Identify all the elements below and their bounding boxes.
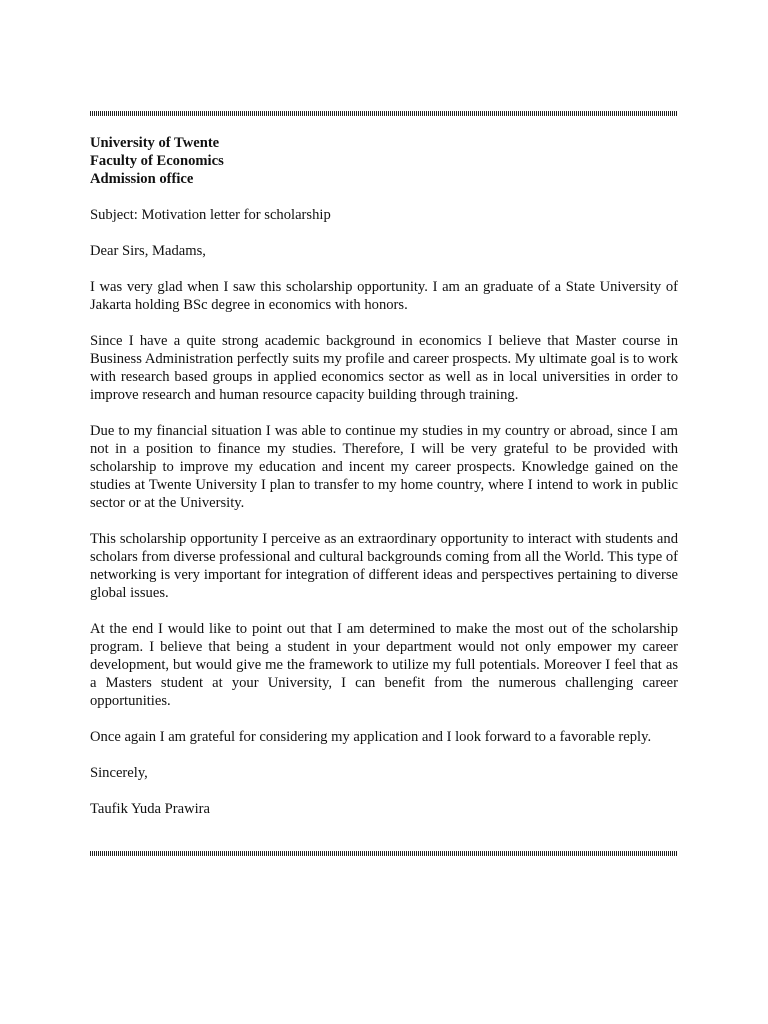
paragraph-intro: I was very glad when I saw this scholarship opportunity. I am an graduate of a State University of Jakarta holding BSc degree in economics with honors. <box>90 279 678 313</box>
paragraph-determination: At the end I would like to point out that I am determined to make the most out of the scholarship program. I believe that being a student in your department would not only empower my career development, but would give me the framework to utilize my full potentials. Moreover I feel that as a Masters student at your University, I can benefit from the numerous challenging career opportunities. <box>90 621 678 709</box>
recipient-address <box>90 134 678 188</box>
salutation: Dear Sirs, Madams, <box>90 243 206 259</box>
paragraph-networking: This scholarship opportunity I perceive as an extraordinary opportunity to interact with students and scholars from diverse professional and cultural backgrounds coming from all the World. This type of networking is very important for integration of different ideas and perspectives pertaining to diverse global issues. <box>90 531 678 601</box>
paragraph-background: Since I have a quite strong academic background in economics I believe that Master course in Business Administration perfectly suits my profile and career prospects. My ultimate goal is to work with research based groups in applied economics sector as well as in local universities in order to improve research and human resource capacity building through training. <box>90 333 678 403</box>
top-divider <box>90 111 678 116</box>
recipient-university: University of Twente <box>90 135 220 151</box>
recipient-faculty: Faculty of Economics <box>90 153 224 169</box>
signature-name: Taufik Yuda Prawira <box>90 801 211 817</box>
closing: Sincerely, <box>90 765 148 781</box>
paragraph-financial: Due to my financial situation I was able to continue my studies in my country or abroad, since I am not in a position to finance my studies. Therefore, I will be very grateful to be provided with scholarship to improve my education and incent my career prospects. Knowledge gained on the studies at Twente University I plan to transfer to my home country, where I intend to work in public sector or at the University. <box>90 423 678 511</box>
bottom-divider <box>90 851 678 856</box>
recipient-office: Admission office <box>90 171 194 187</box>
letter-body <box>90 134 678 836</box>
subject-line: Subject: Motivation letter for scholarship <box>90 207 331 223</box>
paragraph-gratitude: Once again I am grateful for considering my application and I look forward to a favorable reply. <box>90 729 652 745</box>
